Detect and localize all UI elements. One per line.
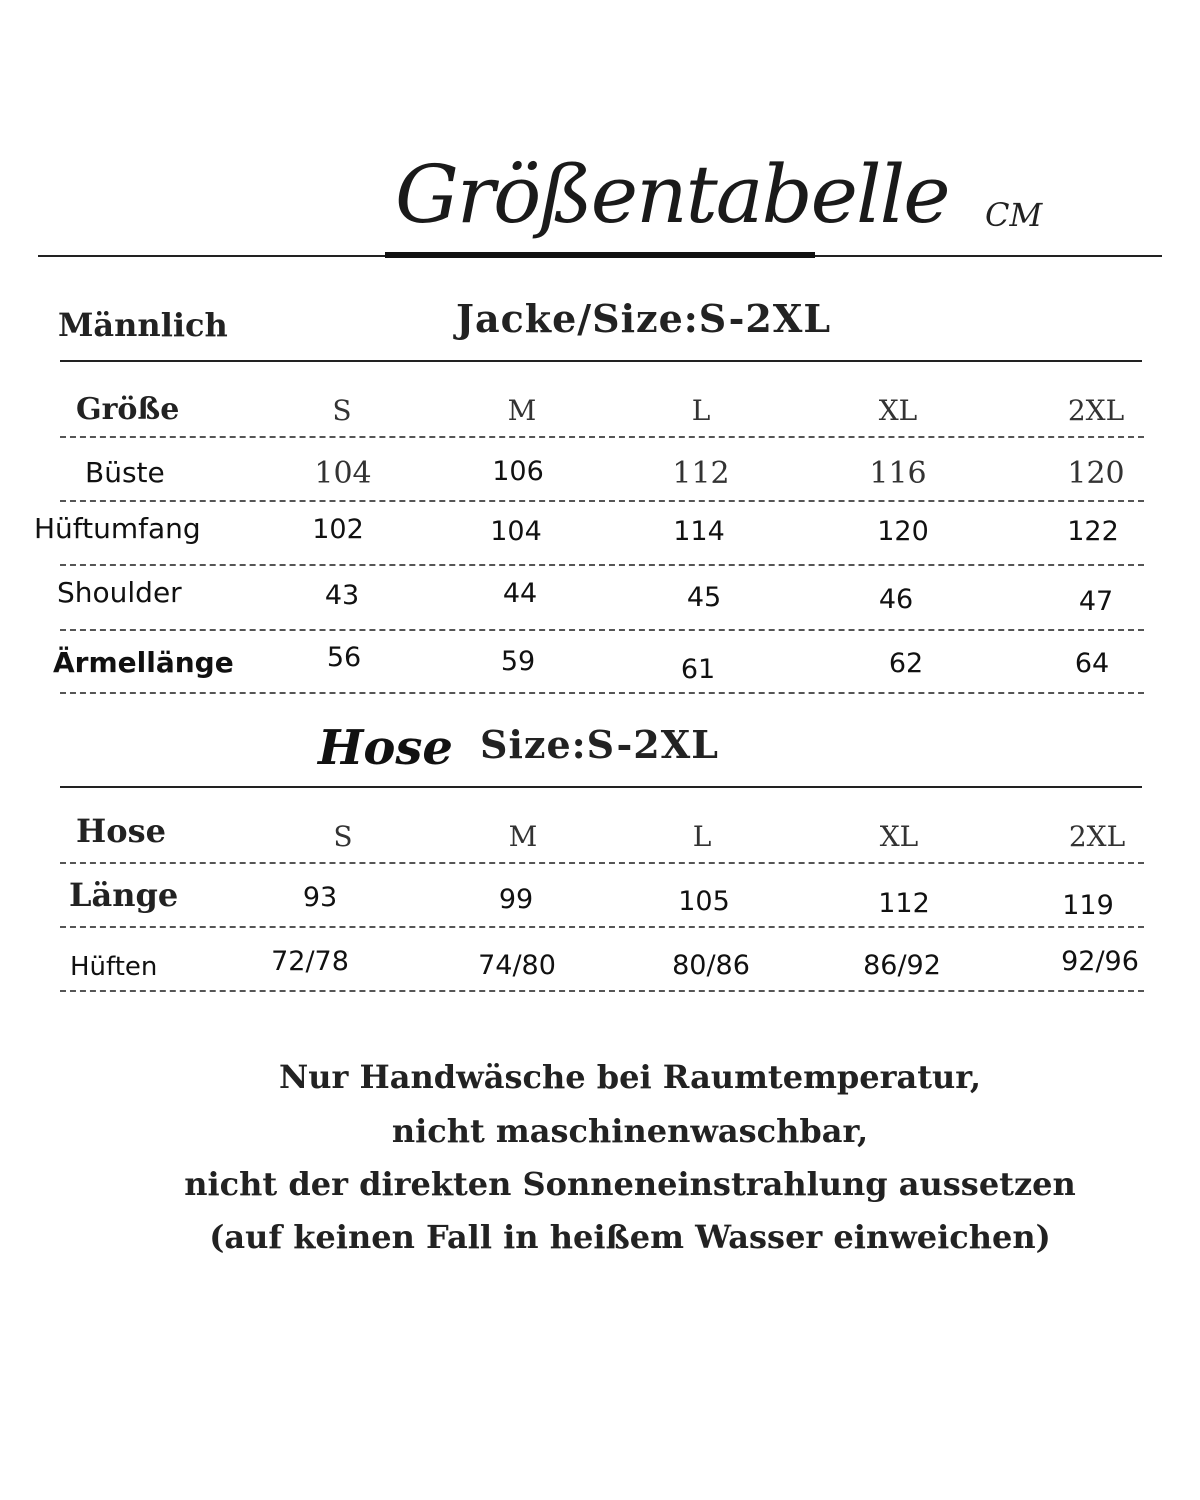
pants-script-label: Hose (318, 720, 453, 776)
table-cell: 92/96 (1061, 946, 1139, 977)
table-cell: 104 (490, 516, 542, 547)
table-cell: 93 (302, 882, 338, 913)
jacket-rule (60, 360, 1142, 362)
table-cell: 47 (1078, 586, 1114, 617)
table-cell: 56 (326, 642, 362, 673)
jacket-size-header: M (507, 394, 537, 427)
section-label-male: Männlich (58, 306, 228, 344)
table-cell: 45 (686, 582, 722, 613)
row-label-hip-circumference: Hüftumfang (34, 512, 201, 545)
care-line: Nur Handwäsche bei Raumtemperatur, (279, 1058, 981, 1096)
care-line: (auf keinen Fall in heißem Wasser einweichen) (209, 1218, 1051, 1256)
table-cell: 62 (888, 648, 924, 679)
row-divider (60, 862, 1144, 864)
table-cell: 61 (680, 654, 716, 685)
row-label-length: Länge (69, 876, 179, 914)
table-cell: 86/92 (863, 950, 941, 981)
table-cell: 116 (869, 456, 927, 491)
row-label-shoulder: Shoulder (57, 576, 182, 609)
table-cell: 120 (1067, 456, 1125, 491)
table-cell: 105 (678, 886, 730, 917)
row-divider (60, 692, 1144, 694)
table-cell: 74/80 (478, 950, 556, 981)
row-divider (60, 436, 1144, 438)
row-label-sleeve-length: Ärmellänge (53, 646, 234, 679)
pants-size-header: 2XL (1068, 820, 1126, 853)
row-label-hips: Hüften (70, 952, 158, 982)
table-cell: 80/86 (672, 950, 750, 981)
table-cell: 44 (502, 578, 538, 609)
row-divider (60, 926, 1144, 928)
jacket-size-header: 2XL (1067, 394, 1125, 427)
table-cell: 119 (1062, 890, 1114, 921)
table-cell: 46 (878, 584, 914, 615)
pants-size-header-label: Hose (76, 812, 166, 850)
row-divider (60, 564, 1144, 566)
table-cell: 102 (312, 514, 364, 545)
row-divider (60, 990, 1144, 992)
pants-size-header: S (333, 820, 353, 853)
care-line: nicht maschinenwaschbar, (391, 1112, 869, 1150)
table-cell: 99 (498, 884, 534, 915)
table-cell: 112 (672, 456, 730, 491)
pants-size-header: M (508, 820, 538, 853)
pants-size-header: XL (879, 820, 919, 853)
pants-rule (60, 786, 1142, 788)
table-cell: 104 (314, 456, 372, 491)
pants-heading: Size:S-2XL (480, 722, 719, 767)
table-cell: 120 (877, 516, 929, 547)
care-line: nicht der direkten Sonneneinstrahlung aussetzen (184, 1165, 1076, 1203)
table-cell: 43 (324, 580, 360, 611)
table-cell: 106 (492, 456, 544, 487)
jacket-size-header: S (332, 394, 352, 427)
row-label-bust: Büste (85, 456, 165, 489)
table-cell: 114 (673, 516, 725, 547)
table-cell: 64 (1074, 648, 1110, 679)
jacket-heading: Jacke/Size:S-2XL (456, 296, 832, 341)
table-cell: 59 (500, 646, 536, 677)
jacket-size-header: L (691, 394, 711, 427)
row-divider (60, 629, 1144, 631)
table-cell: 112 (878, 888, 930, 919)
row-divider (60, 500, 1144, 502)
jacket-size-header-label: Größe (76, 392, 180, 427)
table-cell: 72/78 (271, 946, 349, 977)
chart-title: Größentabelle (395, 148, 949, 241)
unit-label: CM (985, 196, 1043, 234)
title-underline (385, 252, 815, 258)
jacket-size-header: XL (878, 394, 918, 427)
table-cell: 122 (1067, 516, 1119, 547)
pants-size-header: L (692, 820, 712, 853)
